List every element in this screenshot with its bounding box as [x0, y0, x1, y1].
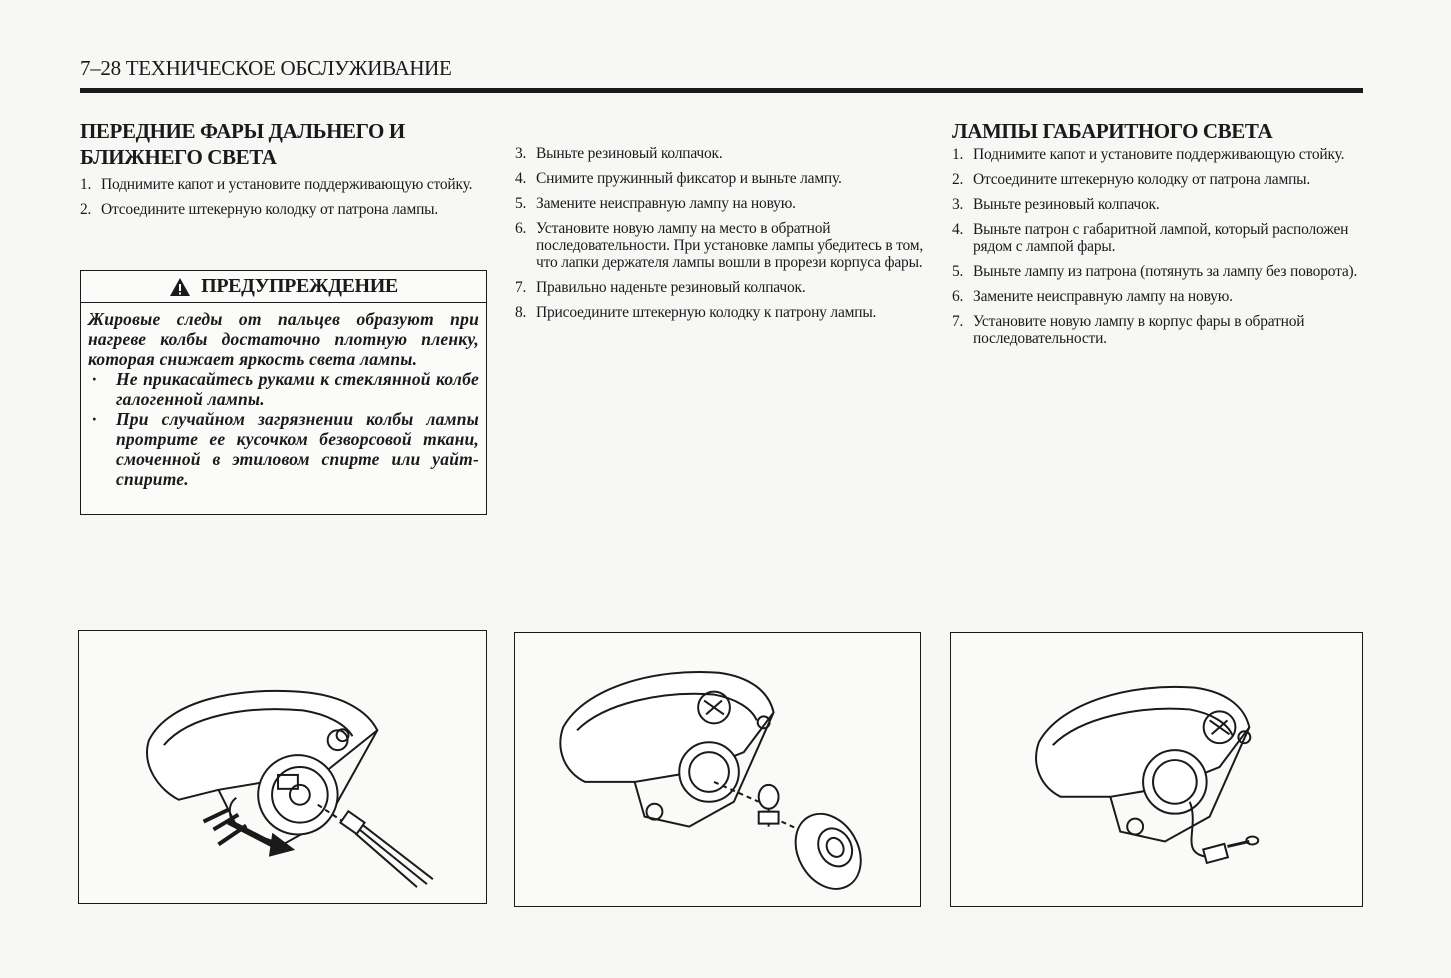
section-title-parking-lamps: ЛАМПЫ ГАБАРИТНОГО СВЕТА: [952, 119, 1273, 143]
list-item: [952, 196, 1364, 213]
parking-lamp-socket-illustration: [951, 633, 1362, 906]
step-number: 4.: [515, 170, 527, 187]
list-item: [515, 304, 930, 321]
warning-body: [81, 303, 486, 489]
step-number: 3.: [952, 196, 964, 213]
step-text: Поднимите капот и установите поддерживающую стойку.: [973, 146, 1345, 163]
step-number: 8.: [515, 304, 527, 321]
list-item: [515, 195, 930, 212]
step-text: Выньте патрон с габаритной лампой, который расположен рядом с лампой фары.: [973, 221, 1349, 255]
list-item: [515, 220, 930, 271]
step-number: 2.: [80, 201, 92, 218]
step-text: Установите новую лампу на место в обратной последовательности. При установке лампы убедитесь в том, что лапки держателя лампы вошли в прорези корпуса фары.: [536, 220, 924, 271]
step-text: Выньте резиновый колпачок.: [536, 145, 723, 162]
steps-list-middle: [515, 145, 930, 321]
list-item: [515, 279, 930, 296]
list-item: [952, 146, 1364, 163]
step-number: 5.: [952, 263, 964, 280]
list-item: [515, 145, 930, 162]
step-text: Отсоедините штекерную колодку от патрона лампы.: [973, 171, 1311, 188]
step-number: 1.: [80, 176, 92, 193]
header-rule: [80, 88, 1363, 93]
step-number: 5.: [515, 195, 527, 212]
page-title: 7–28 ТЕХНИЧЕСКОЕ ОБСЛУЖИВАНИЕ: [80, 56, 452, 80]
list-item: [88, 369, 479, 409]
section-title-line2: БЛИЖНЕГО СВЕТА: [80, 145, 277, 169]
list-item: [952, 313, 1364, 347]
section-title-line1: ПЕРЕДНИЕ ФАРЫ ДАЛЬНЕГО И: [80, 119, 405, 143]
step-number: 3.: [515, 145, 527, 162]
bullet-text: Не прикасайтесь руками к стеклянной колбе галогенной лампы.: [116, 369, 479, 409]
step-number: 6.: [515, 220, 527, 237]
warning-triangle-icon: [169, 277, 191, 297]
headlamp-connector-removal-illustration: [79, 631, 486, 903]
bullet-mark: ·: [92, 409, 97, 429]
step-text: Выньте лампу из патрона (потянуть за лампу без поворота).: [973, 263, 1358, 280]
bullet-text: При случайном загрязнении колбы лампы протрите ее кусочком безворсовой ткани, смоченной в этиловом спирте или уайт-спирите.: [116, 409, 479, 489]
figure-parking-lamp: [950, 632, 1363, 907]
section-headlamps: [80, 118, 488, 226]
section-parking-lamps: [952, 118, 1364, 355]
list-item: [952, 171, 1364, 188]
warning-text: Жировые следы от пальцев образуют при нагреве колбы достаточно плотную пленку, которая снижает яркость света лампы.: [88, 309, 479, 369]
warning-box: [80, 270, 487, 515]
step-number: 7.: [952, 313, 964, 330]
list-item: [80, 176, 488, 193]
warning-bullets: [88, 369, 479, 489]
step-number: 6.: [952, 288, 964, 305]
list-item: [952, 221, 1364, 255]
step-text: Поднимите капот и установите поддерживающую стойку.: [101, 176, 473, 193]
step-text: Правильно наденьте резиновый колпачок.: [536, 279, 806, 296]
step-text: Установите новую лампу в корпус фары в обратной последовательности.: [973, 313, 1305, 347]
step-text: Снимите пружинный фиксатор и выньте лампу.: [536, 170, 842, 187]
step-text: Замените неисправную лампу на новую.: [536, 195, 796, 212]
step-number: 2.: [952, 171, 964, 188]
list-item: [80, 201, 488, 218]
list-item: [515, 170, 930, 187]
bullet-mark: ·: [92, 369, 97, 389]
step-number: 1.: [952, 146, 964, 163]
list-item: [88, 409, 479, 489]
step-number: 7.: [515, 279, 527, 296]
figure-headlamp-bulb: [514, 632, 921, 907]
warning-header: [81, 271, 486, 303]
figure-headlamp-connector: [78, 630, 487, 904]
step-text: Выньте резиновый колпачок.: [973, 196, 1160, 213]
steps-list-left: [80, 176, 488, 218]
step-text: Отсоедините штекерную колодку от патрона лампы.: [101, 201, 439, 218]
step-number: 4.: [952, 221, 964, 238]
list-item: [952, 263, 1364, 280]
step-text: Замените неисправную лампу на новую.: [973, 288, 1233, 305]
headlamp-bulb-cap-removal-illustration: [515, 633, 920, 906]
warning-title: ПРЕДУПРЕЖДЕНИЕ: [201, 275, 398, 297]
steps-list-right: [952, 146, 1364, 347]
section-title-headlamps: [80, 118, 488, 170]
list-item: [952, 288, 1364, 305]
section-headlamps-continued: [515, 145, 930, 329]
step-text: Присоедините штекерную колодку к патрону лампы.: [536, 304, 877, 321]
